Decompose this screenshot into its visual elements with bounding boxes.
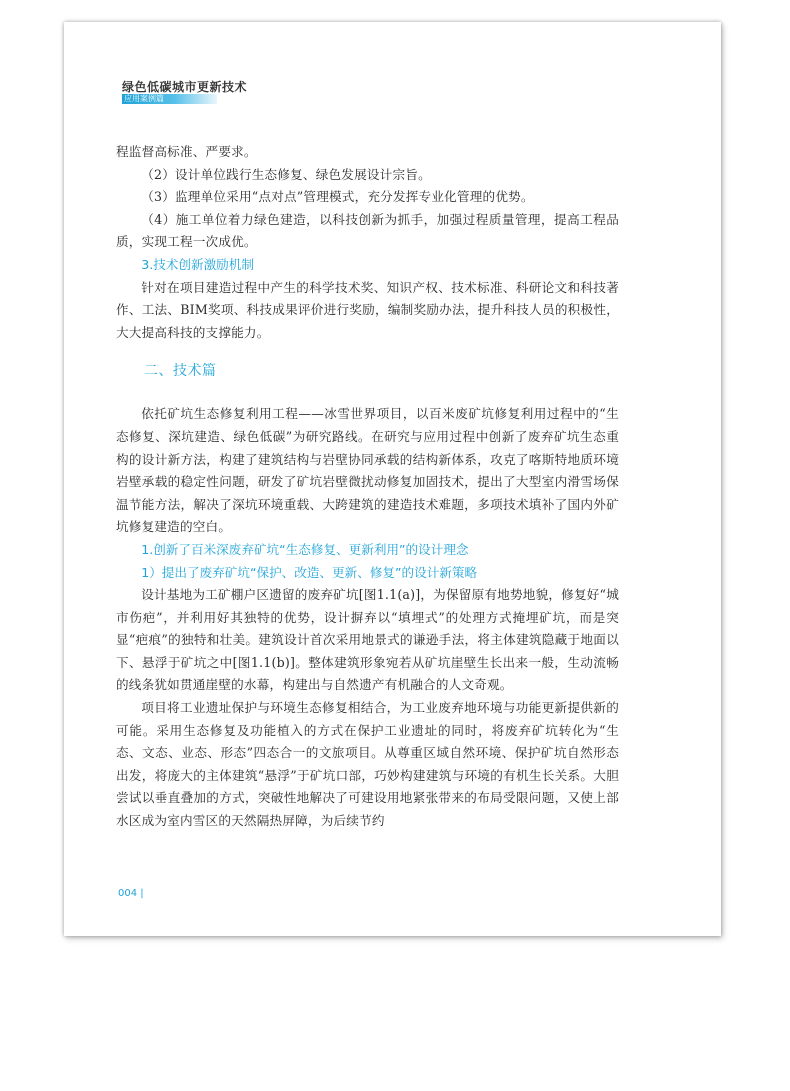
book-page [64, 22, 721, 936]
running-header-title: 绿色低碳城市更新技术 [122, 80, 248, 94]
paragraph: 设计基地为工矿棚户区遗留的废弃矿坑[图1.1(a)]，为保留原有地势地貌，修复好“城市伤疤”，并利用好其独特的优势，设计摒弃以“填埋式”的处理方式掩埋矿坑，而是突显“疤痕”的独特和壮美。建筑设计首次采用地景式的谦逊手法，将主体建筑隐藏于地面以下、悬浮于矿坑之中[图1.1(b)]。整体建筑形象宛若从矿坑崖壁生长出来一般，生动流畅的线条犹如贯通崖壁的水幕，构建出与自然遗产有机融合的人文奇观。 [116, 587, 619, 693]
subheading: 3.技术创新激励机制 [141, 256, 254, 272]
body-text [116, 141, 619, 833]
paragraph: 程监督高标准、严要求。 [116, 144, 257, 159]
section-heading: 二、技术篇 [144, 363, 217, 380]
page-number: 004 | [118, 888, 144, 899]
sub-subheading: 1）提出了废弃矿坑“保护、改造、更新、修复”的设计新策略 [141, 564, 478, 580]
paragraph: 依托矿坑生态修复利用工程——冰雪世界项目，以百米废矿坑修复利用过程中的“生态修复、深坑建造、绿色低碳”为研究路线。在研究与应用过程中创新了废弃矿坑生态重构的设计新方法，构建了建筑结构与岩壁协同承载的结构新体系，攻克了喀斯特地质环境岩壁承载的稳定性问题，研发了矿坑岩壁微扰动修复加固技术，提出了大型室内滑雪场保温节能方法，解决了深坑环境重载、大跨建筑的建造技术难题，多项技术填补了国内外矿坑修复建造的空白。 [116, 406, 619, 535]
paragraph: 针对在项目建造过程中产生的科学技术奖、知识产权、技术标准、科研论文和科技著作、工法、BIM奖项、科技成果评价进行奖励，编制奖励办法，提升科技人员的积极性，大大提高科技的支撑能力。 [116, 279, 619, 340]
paragraph: 项目将工业遗址保护与环境生态修复相结合，为工业废弃地环境与功能更新提供新的可能。采用生态修复及功能植入的方式在保护工业遗址的同时，将废弃矿坑转化为“生态、文态、业态、形态”四态合一的文旅项目。从尊重区域自然环境、保护矿坑自然形态出发，将庞大的主体建筑“悬浮”于矿坑口部，巧妙构建建筑与环境的有机生长关系。大胆尝试以垂直叠加的方式，突破性地解决了可建设用地紧张带来的布局受限问题，又使上部水区成为室内雪区的天然隔热屏障，为后续节约 [116, 700, 619, 829]
list-item: （4）施工单位着力绿色建造，以科技创新为抓手，加强过程质量管理，提高工程品质，实现工程一次成优。 [116, 211, 619, 250]
running-header-tag [122, 94, 217, 104]
running-header-tag-label: 应用案例篇 [124, 94, 164, 103]
subheading: 1.创新了百米深废弃矿坑“生态修复、更新利用”的设计理念 [141, 541, 469, 557]
list-item: （3）监理单位采用“点对点”管理模式，充分发挥专业化管理的优势。 [141, 189, 534, 205]
list-item: （2）设计单位践行生态修复、绿色发展设计宗旨。 [141, 166, 431, 182]
